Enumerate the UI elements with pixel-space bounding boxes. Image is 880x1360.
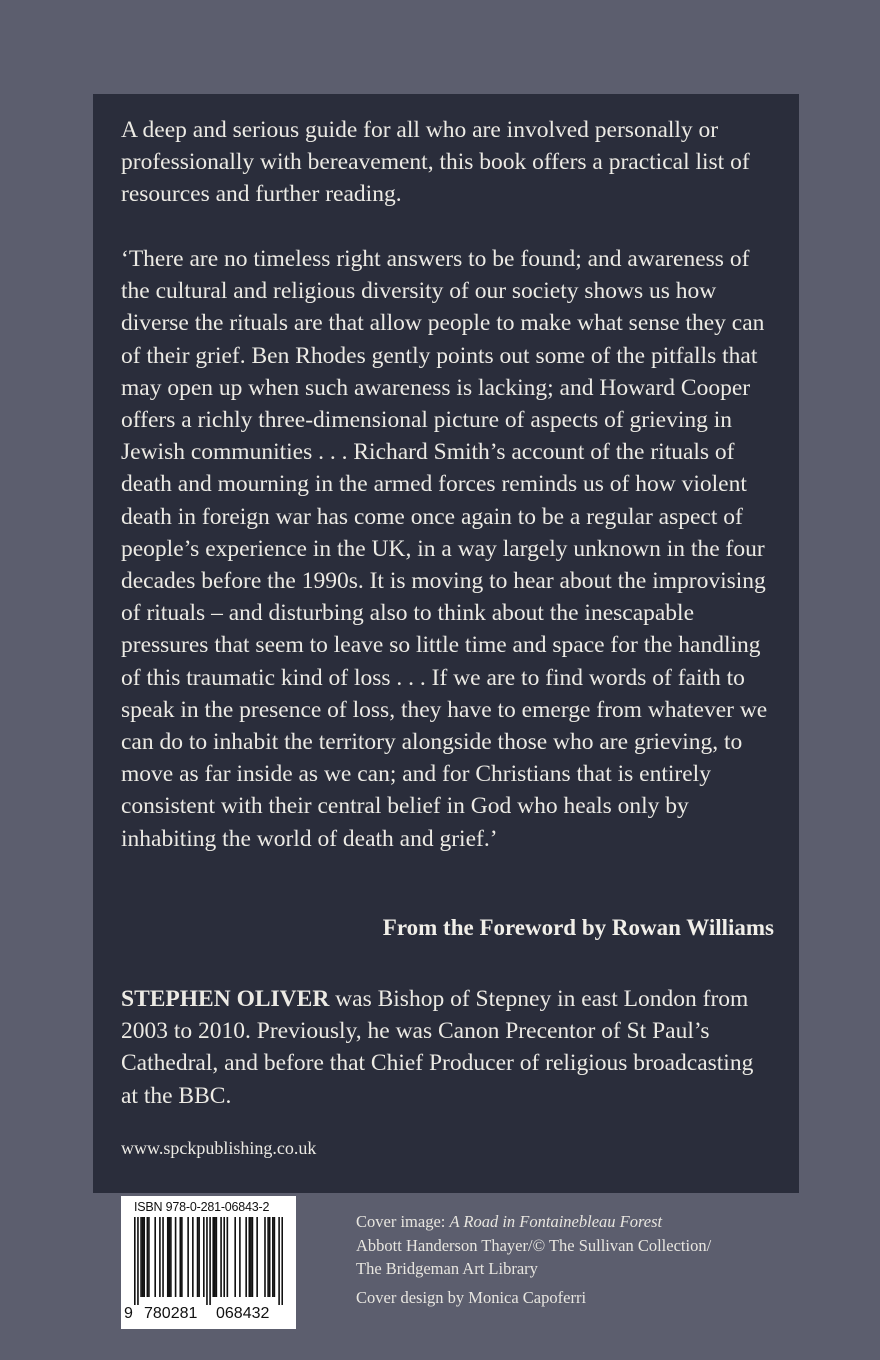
quote-attribution: From the Foreword by Rowan Williams xyxy=(382,915,774,940)
barcode-bar xyxy=(175,1217,177,1297)
barcode-bar xyxy=(264,1217,266,1297)
barcode-digits-right: 068432 xyxy=(216,1305,270,1322)
barcode-bar xyxy=(214,1217,216,1297)
quote-text: ‘There are no timeless right answers to be found; and awareness of the cultural and religious diversity of our society shows us how diverse the rituals are that allow people to make what sense they can of their grief. Ben Rhodes gently points out some of the pitfalls that may open up when such awareness is lacking; and Howard Cooper offers a richly three-dimensional picture of aspects of grieving in Jewish communities . . . Richard Smith’s account of the rituals of death and mourning in the armed forces reminds us of how violent death in foreign war has come once again to be a regular aspect of people’s experience in the UK, in a way largely unknown in the four decades before the 1990s. It is moving to hear about the improvising of rituals – and disturbing also to think about the inescapable pressures that seem to leave so little time and space for the handling of this traumatic kind of loss . . . If we are to find words of faith to speak in the presence of loss, they have to emerge from whatever we can do to inhabit the territory alongside those who are grieving, to move as far inside as we can; and for Christians that is entirely consistent with their central belief in God who heals only by inhabiting the world of death and grief.’ xyxy=(121,246,768,852)
credit-library: The Bridgeman Art Library xyxy=(356,1259,538,1278)
barcode-bar xyxy=(187,1217,189,1297)
barcode-bar xyxy=(142,1217,144,1297)
bio-text: was Bishop of Stepney in east London from 2003 to 2010. Previously, he was Canon Precentor of St Paul’s Cathedral, and before that Chief Producer of religious broadcasting at the BBC. xyxy=(121,986,754,1109)
barcode-bars xyxy=(134,1217,283,1305)
barcode-bar xyxy=(212,1217,214,1297)
credit-cover-image-prefix: Cover image: xyxy=(356,1212,450,1231)
barcode-bar xyxy=(192,1217,194,1297)
blurb-text: A deep and serious guide for all who are involved personally or professionally with bereavement, this book offers a practical list of resources and further reading. xyxy=(121,117,750,208)
barcode-bar xyxy=(239,1217,241,1297)
barcode-bar xyxy=(245,1217,247,1297)
barcode-bar xyxy=(179,1217,181,1297)
barcode-bar xyxy=(278,1217,280,1305)
barcode-bar xyxy=(170,1217,172,1297)
barcode-bar xyxy=(252,1217,254,1297)
barcode-bar xyxy=(197,1217,199,1297)
credit-artist: Abbott Handerson Thayer/© The Sullivan Collection/ xyxy=(356,1235,712,1255)
barcode-bar xyxy=(234,1217,236,1297)
credit-cover-image-title: A Road in Fontainebleau Forest xyxy=(449,1212,663,1231)
barcode-bar xyxy=(223,1217,225,1297)
barcode-bar xyxy=(134,1217,136,1305)
barcode-bar xyxy=(256,1217,258,1297)
barcode-bar xyxy=(227,1217,229,1297)
barcode-bar xyxy=(181,1217,183,1297)
credit-cover-image xyxy=(356,1210,711,1234)
author-name: STEPHEN OLIVER xyxy=(121,986,330,1012)
cover-credits xyxy=(356,1210,711,1309)
barcode-bar xyxy=(267,1217,269,1297)
barcode-bar xyxy=(154,1217,156,1297)
barcode-bar xyxy=(272,1217,274,1297)
barcode-bar xyxy=(148,1217,150,1297)
barcode-bar xyxy=(209,1217,211,1305)
barcode-bar xyxy=(143,1217,145,1297)
barcode-bar xyxy=(140,1217,142,1297)
barcode-bar xyxy=(216,1217,218,1297)
isbn-barcode xyxy=(121,1196,296,1329)
barcode-bar xyxy=(203,1217,205,1297)
barcode-digit-first: 9 xyxy=(124,1305,133,1322)
barcode-bar xyxy=(281,1217,283,1305)
barcode-bar xyxy=(198,1217,200,1297)
barcode-bar xyxy=(248,1217,250,1297)
bio-paragraph xyxy=(121,983,776,1112)
barcode-bar xyxy=(162,1217,164,1297)
barcode-bar xyxy=(220,1217,222,1297)
publisher-website[interactable]: www.spckpublishing.co.uk xyxy=(121,1138,317,1158)
author-bio xyxy=(121,983,776,1112)
barcode-bar xyxy=(269,1217,271,1297)
barcode-bar xyxy=(137,1217,139,1305)
barcode-bar xyxy=(167,1217,169,1297)
barcode-bar xyxy=(274,1217,276,1297)
isbn-label: ISBN 978-0-281-06843-2 xyxy=(134,1200,270,1214)
barcode-bar xyxy=(206,1217,208,1305)
barcode-bar xyxy=(169,1217,171,1297)
barcode-bar xyxy=(159,1217,161,1297)
barcode-bar xyxy=(147,1217,149,1297)
foreword-quote xyxy=(121,243,776,855)
barcode-bar xyxy=(250,1217,252,1297)
credit-design: Cover design by Monica Capoferri xyxy=(356,1287,587,1307)
barcode-digits-left: 780281 xyxy=(144,1305,198,1322)
blurb-paragraph xyxy=(121,114,776,211)
